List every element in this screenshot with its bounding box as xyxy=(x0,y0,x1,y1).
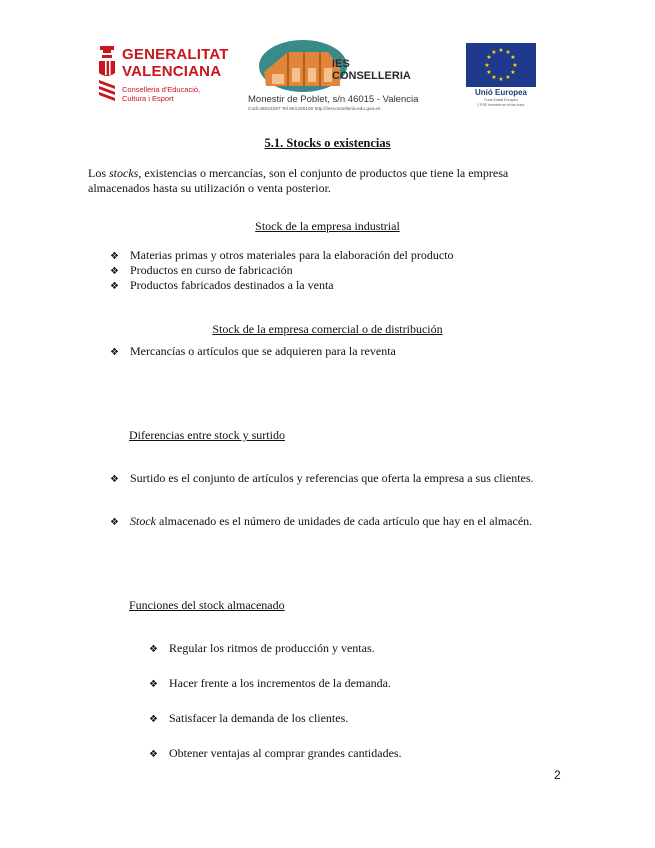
bullet-icon: ❖ xyxy=(149,749,158,760)
ies-name-line2: CONSELLERIA xyxy=(332,70,411,82)
generalitat-logo xyxy=(96,44,236,110)
list-item: ❖ Satisfacer la demanda de los clientes. xyxy=(149,711,349,725)
list-item: ❖ Stock almacenado es el número de unidades de cada artículo que hay en el almacén. xyxy=(110,514,533,528)
bullet-icon: ❖ xyxy=(110,347,119,358)
bullet-icon: ❖ xyxy=(149,679,158,690)
bullet-icon: ❖ xyxy=(110,251,119,262)
eu-sub1: Fons Social Europeu xyxy=(484,98,518,102)
bullet-icon: ❖ xyxy=(149,644,158,655)
list-item: ❖ Obtener ventajas al comprar grandes cantidades. xyxy=(149,746,402,760)
eu-name: Unió Europea xyxy=(474,88,527,97)
svg-text:★: ★ xyxy=(510,54,516,61)
ies-name xyxy=(332,58,411,82)
eu-sub2: L'FSE inverteix en el teu futur xyxy=(477,102,525,107)
generalitat-sub2: Cultura i Esport xyxy=(122,94,174,103)
list-item: ❖ Mercancías o artículos que se adquieren para la reventa xyxy=(110,344,396,358)
list-item: ❖ Regular los ritmos de producción y ventas. xyxy=(149,641,375,655)
generalitat-line2: VALENCIANA xyxy=(122,63,222,80)
list-item: ❖ Surtido es el conjunto de artículos y referencias que oferta la empresa a sus clientes. xyxy=(110,471,534,485)
svg-text:★: ★ xyxy=(505,49,511,56)
eu-logo xyxy=(466,43,538,113)
svg-text:★: ★ xyxy=(486,69,492,76)
bullet-icon: ❖ xyxy=(110,266,119,277)
svg-text:★: ★ xyxy=(498,76,504,83)
generalitat-emblem-icon xyxy=(96,44,120,102)
bullet-icon: ❖ xyxy=(110,281,119,292)
ies-name-line1: IES xyxy=(332,58,350,70)
list-item: ❖ Materias primas y otros materiales para la elaboración del producto xyxy=(110,248,454,262)
svg-text:★: ★ xyxy=(491,74,497,81)
list-item: ❖ Productos fabricados destinados a la venta xyxy=(110,278,334,292)
svg-text:★: ★ xyxy=(498,47,504,54)
intro-prefix: Los xyxy=(88,166,109,180)
generalitat-line1: GENERALITAT xyxy=(122,46,229,63)
svg-text:★: ★ xyxy=(491,49,497,56)
ies-codes: Codi:46022257 Tel.961206100 http://iesconselleria.edu.gva.es xyxy=(248,107,381,112)
bullet-icon: ❖ xyxy=(149,714,158,725)
svg-text:★: ★ xyxy=(484,62,490,69)
generalitat-sub1: Conselleria d'Educació, xyxy=(122,85,201,94)
svg-text:★: ★ xyxy=(486,54,492,61)
svg-text:★: ★ xyxy=(512,62,518,69)
section-title: 5.1. Stocks o existencias xyxy=(264,136,391,150)
list-item: ❖ Productos en curso de fabricación xyxy=(110,263,293,277)
heading-diferencias: Diferencias entre stock y surtido xyxy=(129,428,285,442)
heading-comercial: Stock de la empresa comercial o de distribución xyxy=(212,322,443,336)
svg-text:★: ★ xyxy=(505,74,511,81)
heading-funciones: Funciones del stock almacenado xyxy=(129,598,285,612)
ies-address: Monestir de Poblet, s/n 46015 - Valencia xyxy=(248,94,419,105)
eu-subtitle xyxy=(466,98,536,107)
bullet-icon: ❖ xyxy=(110,517,119,528)
intro-paragraph xyxy=(88,166,568,196)
intro-italic: stocks xyxy=(109,166,139,180)
heading-industrial: Stock de la empresa industrial xyxy=(255,219,400,233)
eu-flag-icon xyxy=(466,43,536,87)
bullet-icon: ❖ xyxy=(110,474,119,485)
page-number: 2 xyxy=(554,768,561,782)
generalitat-subtitle xyxy=(122,85,212,103)
svg-text:★: ★ xyxy=(510,69,516,76)
list-item: ❖ Hacer frente a los incrementos de la demanda. xyxy=(149,676,391,690)
intro-rest: , existencias o mercancías, son el conjunto de productos que tiene la empresa almacenados hasta su utilización o venta posterior. xyxy=(88,166,509,195)
ies-conselleria-logo xyxy=(248,38,438,118)
